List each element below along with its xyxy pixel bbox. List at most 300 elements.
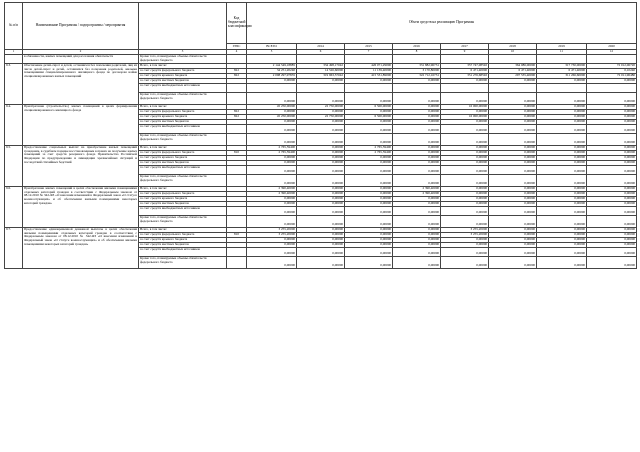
amount-cell: 0,00000: [441, 151, 489, 156]
amount-cell: 0,00000: [587, 134, 637, 146]
amount-cell: 0,00000: [441, 248, 489, 257]
amount-cell: 0,00000: [393, 202, 441, 207]
amount-cell: 0,00000: [537, 146, 587, 151]
amount-cell: 0,00000: [489, 146, 537, 151]
amount-cell: 34 251,20240: [247, 69, 297, 74]
grbs-code: 810: [227, 233, 247, 238]
column-number: 2: [23, 50, 139, 55]
amount-cell: 0,00000: [393, 216, 441, 228]
amount-cell: 0,00000: [393, 243, 441, 248]
row-index: 9.6.: [5, 187, 23, 228]
amount-cell: 0,00000: [441, 216, 489, 228]
amount-cell: 6 471,40000: [441, 69, 489, 74]
amount-cell: 2 144 549,18885: [247, 64, 297, 69]
amount-cell: 11 139,40000: [345, 69, 393, 74]
amount-cell: 0,00000: [297, 161, 345, 166]
amount-cell: 0,00000: [393, 134, 441, 146]
header-grbs: ГРБС: [227, 44, 247, 50]
amount-cell: 0,00000: [489, 156, 537, 161]
grbs-code: [227, 125, 247, 134]
amount-cell: 0,00000: [441, 202, 489, 207]
amount-cell: 0,00000: [587, 93, 637, 105]
amount-cell: 0,00000: [441, 207, 489, 216]
amount-cell: 6 471,40000: [489, 69, 537, 74]
amount-cell: 2 098 297,97835: [247, 74, 297, 79]
grbs-code: [227, 175, 247, 187]
amount-cell: 0,10240: [587, 69, 637, 74]
amount-cell: 0,00000: [537, 238, 587, 243]
amount-cell: 0,00000: [345, 197, 393, 202]
amount-cell: 0,00000: [537, 216, 587, 228]
amount-cell: 0,00000: [587, 238, 637, 243]
amount-cell: [393, 84, 441, 93]
amount-cell: 0,00000: [537, 125, 587, 134]
amount-cell: 3 255,20000: [441, 233, 489, 238]
row-index: 9.4.: [5, 105, 23, 146]
amount-cell: 0,00000: [441, 166, 489, 175]
amount-cell: 0,00000: [247, 243, 297, 248]
amount-cell: 0,00000: [345, 238, 393, 243]
amount-cell: 0,00000: [247, 134, 297, 146]
amount-cell: 0,00000: [489, 187, 537, 192]
column-number: 3: [139, 50, 227, 55]
amount-cell: 0,00000: [345, 187, 393, 192]
amount-cell: 0,00000: [587, 192, 637, 197]
amount-cell: 0,00000: [489, 125, 537, 134]
amount-cell: 2 765,59400: [345, 146, 393, 151]
amount-cell: 0,00000: [587, 161, 637, 166]
amount-cell: 14 526,60000: [297, 69, 345, 74]
amount-cell: 0,00000: [537, 93, 587, 105]
funding-source-label: за счет средств федерального бюджета: [139, 233, 227, 238]
amount-cell: 0,00000: [587, 79, 637, 84]
amount-cell: 0,00000: [489, 207, 537, 216]
amount-cell: 0,00000: [537, 115, 587, 120]
amount-cell: 22 750,00000: [297, 115, 345, 120]
amount-cell: 0,00000: [345, 216, 393, 228]
amount-cell: 0,00000: [587, 115, 637, 120]
amount-cell: 0,00000: [441, 187, 489, 192]
amount-cell: 0,00000: [489, 151, 537, 156]
header-year: 2018: [489, 44, 537, 50]
amount-cell: 0,00000: [537, 197, 587, 202]
amount-cell: 0,00000: [247, 79, 297, 84]
amount-cell: 0,00000: [587, 151, 637, 156]
row-index: 9.3.: [5, 64, 23, 105]
amount-cell: 0,00000: [247, 207, 297, 216]
amount-cell: [345, 84, 393, 93]
amount-cell: 0,00000: [441, 156, 489, 161]
amount-cell: 0,00000: [537, 192, 587, 197]
amount-cell: 0,00000: [587, 228, 637, 233]
amount-cell: 0,00000: [345, 161, 393, 166]
amount-cell: 0,00000: [587, 248, 637, 257]
funding-table: [4, 2, 637, 269]
row-description: Обеспечение детей-сирот и детей, оставшихся без попечения родителей, лиц из числа детей-сирот и детей, оставшихся без попечения родителей, жилыми помещениями специализированного жилищного фонда по договорам найма специализированных жилых помещений: [23, 64, 139, 105]
amount-cell: 0,00000: [345, 156, 393, 161]
amount-cell: 0,00000: [489, 233, 537, 238]
funding-source-label: за счет средств федерального бюджета: [139, 151, 227, 156]
amount-cell: 0,00000: [247, 120, 297, 125]
amount-cell: 0,00000: [345, 248, 393, 257]
amount-cell: 0,00000: [587, 175, 637, 187]
amount-cell: 0,00000: [393, 79, 441, 84]
funding-source-label: за счет средств краевого бюджета: [139, 74, 227, 79]
amount-cell: 0,00000: [587, 197, 637, 202]
header-year: 2019: [537, 44, 587, 50]
amount-cell: 0,00000: [393, 93, 441, 105]
amount-cell: 0,00000: [297, 216, 345, 228]
amount-cell: 0,00000: [489, 243, 537, 248]
amount-cell: [537, 84, 587, 93]
amount-cell: 0,00000: [297, 228, 345, 233]
amount-cell: 0,00000: [247, 248, 297, 257]
amount-cell: 0,00000: [247, 166, 297, 175]
amount-cell: 3 255,20000: [247, 233, 297, 238]
column-number: 8: [393, 50, 441, 55]
column-number: 4: [227, 50, 247, 55]
amount-cell: 0,00000: [441, 243, 489, 248]
amount-cell: 0,00000: [441, 110, 489, 115]
amount-cell: 0,00000: [489, 93, 537, 105]
grbs-code: [227, 248, 247, 257]
amount-cell: 0,00000: [489, 192, 537, 197]
amount-cell: 0,00000: [587, 202, 637, 207]
amount-cell: 0,00000: [587, 243, 637, 248]
amount-cell: 0,00000: [393, 197, 441, 202]
amount-cell: 0,00000: [441, 134, 489, 146]
grbs-code: [227, 257, 247, 269]
amount-cell: 0,00000: [441, 192, 489, 197]
header-funds: Объем средств на реализацию Программы: [247, 3, 637, 44]
amount-cell: 0,00000: [297, 146, 345, 151]
amount-cell: 0,00000: [489, 228, 537, 233]
amount-cell: 0,00000: [441, 120, 489, 125]
amount-cell: 2 765,59400: [247, 151, 297, 156]
amount-cell: 357 747,08592: [441, 64, 489, 69]
amount-cell: 0,00000: [441, 125, 489, 134]
amount-cell: 0,00000: [489, 134, 537, 146]
header-code: Код бюджетной классификации: [227, 3, 247, 44]
amount-cell: 2 390,40000: [247, 192, 297, 197]
amount-cell: 0,00000: [345, 79, 393, 84]
row-description: Приобретение (строительство) жилых помещений в целях формирования специализированного жилищного фонда: [23, 105, 139, 146]
amount-cell: 0,00000: [587, 110, 637, 115]
column-number: 7: [345, 50, 393, 55]
header-year: 2016: [393, 44, 441, 50]
funding-source-label: за счет средств внебюджетных источников: [139, 166, 227, 175]
grbs-code: [227, 134, 247, 146]
funding-source-label: за счет средств внебюджетных источников: [139, 248, 227, 257]
amount-cell: 45 250,00000: [247, 115, 297, 120]
funding-source-label: Кроме того, планируемые объемы обязательств федерального бюджета: [139, 257, 227, 269]
funding-source-label: за счет средств местных бюджетов: [139, 120, 227, 125]
amount-cell: 0,00000: [345, 120, 393, 125]
amount-cell: 0,00000: [393, 207, 441, 216]
amount-cell: 0,00000: [393, 115, 441, 120]
amount-cell: 0,00000: [489, 202, 537, 207]
row-description: Предоставление социальных выплат на приобретение жилых помещений гражданам, в судебном порядке восстановленным в правах на получение жилых помещений за счет средств резервного фонда Правительства Российской Федерации по предупреждению и ликвидации чрезвычайных ситуаций и последствий стихийных бедствий: [23, 146, 139, 187]
row-index: 9.7.: [5, 228, 23, 269]
grbs-code: 822: [227, 110, 247, 115]
amount-cell: 0,00000: [537, 166, 587, 175]
amount-cell: 0,00000: [537, 161, 587, 166]
amount-cell: 0,00000: [345, 192, 393, 197]
amount-cell: 0,00000: [393, 175, 441, 187]
amount-cell: 72 011,96480: [587, 74, 637, 79]
amount-cell: 0,00000: [345, 134, 393, 146]
funding-source-label: Кроме того, планируемые объемы обязательств федерального бюджета: [139, 175, 227, 187]
amount-cell: 0,00000: [441, 146, 489, 151]
header-label-spacer: [139, 3, 227, 50]
amount-cell: 2 765,59400: [247, 146, 297, 151]
amount-cell: 0,00000: [489, 197, 537, 202]
amount-cell: 0,00000: [489, 257, 537, 269]
amount-cell: 0,00000: [537, 105, 587, 110]
amount-cell: 0,00000: [537, 156, 587, 161]
amount-cell: 0,00000: [489, 161, 537, 166]
column-number: 10: [489, 50, 537, 55]
amount-cell: 0,00000: [297, 79, 345, 84]
amount-cell: 16 000,00000: [441, 105, 489, 110]
column-number: 9: [441, 50, 489, 55]
amount-cell: 0,00000: [393, 233, 441, 238]
amount-cell: 2 390,40000: [247, 187, 297, 192]
amount-cell: 0,00000: [441, 257, 489, 269]
amount-cell: 0,00000: [537, 120, 587, 125]
amount-cell: 0,00000: [297, 192, 345, 197]
amount-cell: 0,00000: [297, 233, 345, 238]
amount-cell: 0,00000: [587, 120, 637, 125]
amount-cell: 311 266,60000: [537, 74, 587, 79]
amount-cell: 0,00000: [537, 243, 587, 248]
amount-cell: 0,00000: [441, 93, 489, 105]
amount-cell: 3 170,80000: [393, 69, 441, 74]
grbs-code: [227, 166, 247, 175]
document-page: [4, 2, 636, 450]
amount-cell: 415 531,89000: [345, 74, 393, 79]
amount-cell: 0,00000: [297, 257, 345, 269]
amount-cell: 0,00000: [247, 161, 297, 166]
amount-cell: [441, 84, 489, 93]
row-index: 9.5.: [5, 146, 23, 187]
amount-cell: 0,00000: [297, 110, 345, 115]
amount-cell: 0,00000: [297, 207, 345, 216]
amount-cell: 0,00000: [297, 248, 345, 257]
amount-cell: 0,00000: [345, 233, 393, 238]
amount-cell: 0,00000: [297, 93, 345, 105]
amount-cell: 0,00000: [393, 228, 441, 233]
amount-cell: 0,00000: [345, 207, 393, 216]
amount-cell: 0,00000: [489, 175, 537, 187]
funding-source-label: Кроме того, планируемые объемы обязательств федерального бюджета: [139, 134, 227, 146]
amount-cell: 0,00000: [247, 202, 297, 207]
amount-cell: 0,00000: [587, 187, 637, 192]
header-year: 2017: [441, 44, 489, 50]
funding-source-label: Всего, в том числе:: [139, 187, 227, 192]
amount-cell: 0,00000: [345, 257, 393, 269]
amount-cell: 0,00000: [587, 105, 637, 110]
grbs-code: 822: [227, 69, 247, 74]
amount-cell: 0,00000: [537, 228, 587, 233]
funding-source-label: за счет средств местных бюджетов: [139, 243, 227, 248]
amount-cell: 0,00000: [345, 175, 393, 187]
amount-cell: 0,00000: [297, 120, 345, 125]
amount-cell: 0,00000: [247, 156, 297, 161]
amount-cell: 0,00000: [247, 175, 297, 187]
amount-cell: 0,00000: [345, 166, 393, 175]
amount-cell: 0,00000: [537, 79, 587, 84]
amount-cell: 0,00000: [441, 79, 489, 84]
amount-cell: 0,00000: [441, 175, 489, 187]
amount-cell: 0,00000: [247, 125, 297, 134]
grbs-code: [227, 207, 247, 216]
amount-cell: 0,00000: [297, 166, 345, 175]
amount-cell: 0,00000: [393, 151, 441, 156]
funding-source-label: Всего, в том числе:: [139, 228, 227, 233]
header-year: 2014: [297, 44, 345, 50]
amount-cell: 0,00000: [587, 257, 637, 269]
funding-source-label: за счет средств внебюджетных источников: [139, 207, 227, 216]
row-description: Приобретение жилых помещений в целях обеспечения жилыми помещениями отдельных категорий граждан в соответствии с Федеральным законом от 08.12.2010 № 342-ФЗ «О внесении изменений в Федеральный закон «О статусе военнослужащих» и об обеспечении жилыми помещениями некоторых категорий граждан»: [23, 187, 139, 228]
grbs-code: [227, 93, 247, 105]
funding-source-label: за счет средств краевого бюджета: [139, 197, 227, 202]
funding-source-label: за счет средств краевого бюджета: [139, 238, 227, 243]
amount-cell: 0,00000: [393, 120, 441, 125]
header-num: № п/п: [5, 3, 23, 50]
amount-cell: 0,00000: [247, 93, 297, 105]
funding-source-label: Всего, в том числе:: [139, 146, 227, 151]
funding-source-label: за счет средств местных бюджетов: [139, 202, 227, 207]
amount-cell: 0,00000: [393, 161, 441, 166]
amount-cell: 0,00000: [537, 110, 587, 115]
header-year: 2015: [345, 44, 393, 50]
header-total: ВСЕГО: [247, 44, 297, 50]
amount-cell: 0,00000: [537, 207, 587, 216]
funding-source-label: Кроме того, планируемые объемы обязательств федерального бюджета: [139, 216, 227, 228]
amount-cell: 0,00000: [537, 175, 587, 187]
amount-cell: [587, 84, 637, 93]
amount-cell: 0,00000: [393, 248, 441, 257]
funding-source-label: за счет средств внебюджетных источников: [139, 84, 227, 93]
amount-cell: 0,00000: [489, 110, 537, 115]
amount-cell: 3 255,20000: [247, 228, 297, 233]
funding-source-label: Кроме того, планируемые объемы обязательств федерального бюджета: [139, 93, 227, 105]
amount-cell: 0,00000: [537, 151, 587, 156]
amount-cell: 3 255,20000: [441, 228, 489, 233]
amount-cell: 0,00000: [587, 233, 637, 238]
grbs-code: [227, 84, 247, 93]
amount-cell: 0,00000: [441, 161, 489, 166]
amount-cell: 0,00000: [587, 207, 637, 216]
column-number: 6: [297, 50, 345, 55]
amount-cell: 0,00000: [247, 197, 297, 202]
amount-cell: 2 390,40000: [393, 187, 441, 192]
column-number: 11: [537, 50, 587, 55]
amount-cell: 0,00000: [345, 125, 393, 134]
amount-cell: 0,00000: [345, 93, 393, 105]
funding-source-label: за счет средств краевого бюджета: [139, 115, 227, 120]
column-number: 12: [587, 50, 637, 55]
amount-cell: 0,00000: [247, 257, 297, 269]
amount-cell: 317 730,00000: [537, 64, 587, 69]
funding-source-label: Всего, в том числе:: [139, 64, 227, 69]
amount-cell: 0,00000: [297, 187, 345, 192]
amount-cell: 2 390,40000: [393, 192, 441, 197]
amount-cell: 0,00000: [247, 238, 297, 243]
amount-cell: 0,00000: [345, 202, 393, 207]
funding-source-label: за счет средств краевого бюджета: [139, 156, 227, 161]
amount-cell: 22 750,00000: [297, 105, 345, 110]
row-description: Предоставление единовременной денежной выплаты в целях обеспечения жилыми помещениями отдельных категорий граждан в соответствии с Федеральным законом от 08.12.2010 № 342-ФЗ «О внесении изменений в Федеральный закон «О статусе военнослужащих» и об обеспечении жилыми помещениями некоторых категорий граждан»: [23, 228, 139, 269]
grbs-code: 810: [227, 151, 247, 156]
grbs-code: [227, 216, 247, 228]
amount-cell: 6 471,40000: [537, 69, 587, 74]
amount-cell: 426 071,29000: [345, 64, 393, 69]
funding-source-label: за счет средств федерального бюджета: [139, 110, 227, 115]
header-year: 2020: [587, 44, 637, 50]
amount-cell: 364 086,00000: [489, 64, 537, 69]
funding-source-label: за счет средств местных бюджетов: [139, 161, 227, 166]
amount-cell: 0,00000: [587, 125, 637, 134]
amount-cell: 0,00000: [537, 134, 587, 146]
column-number: 5: [247, 50, 297, 55]
amount-cell: 0,00000: [247, 216, 297, 228]
amount-cell: 0,00000: [393, 156, 441, 161]
amount-cell: 0,00000: [537, 202, 587, 207]
amount-cell: 0,00000: [393, 257, 441, 269]
amount-cell: 0,00000: [345, 228, 393, 233]
carryover-label: Кроме того, планируемые объемы обязательств федерального бюджета: [139, 55, 227, 64]
carryover-name: в обязанности, жилых помещений для расселения обязательств: [23, 55, 139, 64]
amount-cell: 0,00000: [537, 187, 587, 192]
funding-source-label: за счет средств внебюджетных источников: [139, 125, 227, 134]
amount-cell: 322 712,16731: [393, 74, 441, 79]
amount-cell: 72 012,06720: [587, 64, 637, 69]
amount-cell: 0,00000: [393, 166, 441, 175]
amount-cell: 0,00000: [297, 175, 345, 187]
amount-cell: [247, 84, 297, 93]
amount-cell: 319 963,57042: [297, 74, 345, 79]
amount-cell: 351 276,68592: [441, 74, 489, 79]
amount-cell: 0,00000: [393, 125, 441, 134]
amount-cell: 331 882,96731: [393, 64, 441, 69]
amount-cell: 0,00000: [489, 115, 537, 120]
amount-cell: 0,00000: [489, 248, 537, 257]
amount-cell: 0,00000: [587, 166, 637, 175]
amount-cell: 0,00000: [297, 156, 345, 161]
amount-cell: 0,00000: [345, 110, 393, 115]
amount-cell: 0,00000: [489, 105, 537, 110]
amount-cell: 297 535,40000: [489, 74, 537, 79]
amount-cell: 0,00000: [587, 156, 637, 161]
amount-cell: 0,00000: [297, 202, 345, 207]
header-row: [5, 3, 637, 44]
amount-cell: 0,00000: [345, 243, 393, 248]
amount-cell: 0,00000: [297, 197, 345, 202]
funding-source-label: за счет средств местных бюджетов: [139, 79, 227, 84]
amount-cell: 334 498,17042: [297, 64, 345, 69]
amount-cell: 0,00000: [297, 125, 345, 134]
amount-cell: 0,00000: [537, 257, 587, 269]
amount-cell: 0,00000: [489, 238, 537, 243]
amount-cell: 0,00000: [393, 110, 441, 115]
amount-cell: 0,00000: [247, 110, 297, 115]
amount-cell: 0,00000: [441, 197, 489, 202]
amount-cell: 0,00000: [297, 238, 345, 243]
grbs-code: 822: [227, 115, 247, 120]
amount-cell: 0,00000: [393, 105, 441, 110]
